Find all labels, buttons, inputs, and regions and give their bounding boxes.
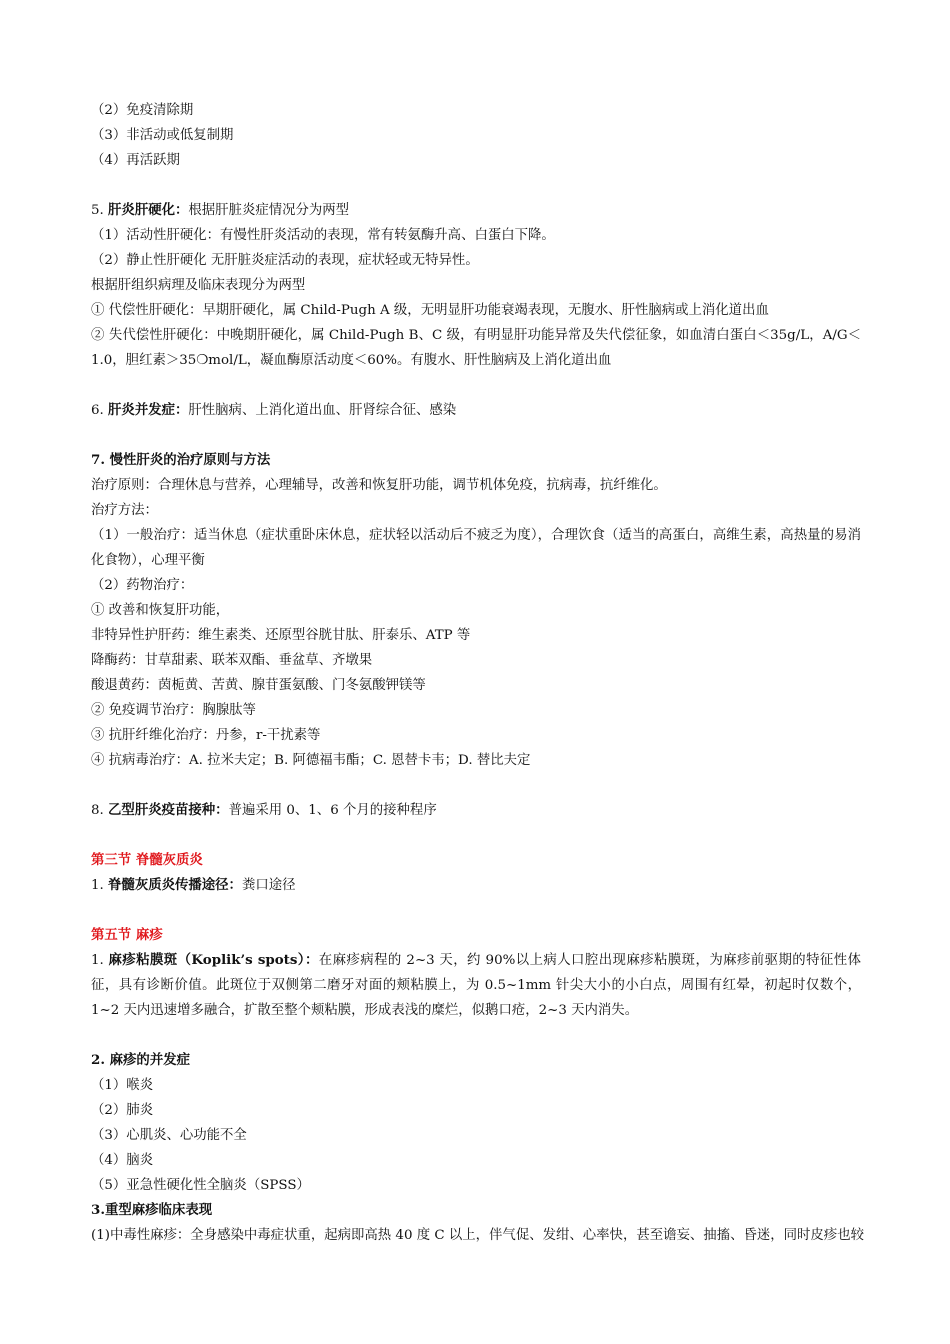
complication-line (91, 398, 861, 423)
spacer (91, 773, 861, 798)
koplik-text: 在麻疹病程的 2~3 天，约 90%以上病人口腔出现麻疹粘膜斑，为麻疹前驱期的特征性体征，具有诊断价值。此斑位于双侧第二磨牙对面的颊粘膜上，为 0.5~1mm 针尖大小的小白点，周围有红晕，初起时仅数个，1~2 天内迅速增多融合，扩散至整个颊粘膜，形成表浅的糜烂，似鹅口疮，2~3 天内消失。 (91, 953, 861, 1018)
hbv-phase-4: （4）再活跃期 (91, 153, 180, 168)
cirrhosis-item: （2）静止性肝硬化 无肝脏炎症活动的表现，症状轻或无特异性。 (91, 253, 479, 268)
treatment-item: ① 改善和恢复肝功能， (91, 603, 230, 618)
measles-complication-item: （2）肺炎 (91, 1103, 154, 1118)
measles-complications-title: 2. 麻疹的并发症 (91, 1052, 190, 1068)
polio-text: 粪口途径 (241, 878, 296, 893)
treatment-item: 非特异性护肝药：维生素类、还原型谷胱甘肽、肝泰乐、ATP 等 (91, 628, 471, 643)
treatment-item: ② 免疫调节治疗：胸腺肽等 (91, 703, 256, 718)
section-heading-measles: 第五节 麻疹 (91, 927, 163, 943)
polio-line (91, 873, 861, 898)
koplik-paragraph (91, 948, 861, 1023)
complication-text: 肝性脑病、上消化道出血、肝肾综合征、感染 (188, 403, 457, 418)
treatment-item: 酸退黄药：茵栀黄、苦黄、腺苷蛋氨酸、门冬氨酸钾镁等 (91, 678, 426, 693)
spacer (91, 423, 861, 448)
measles-complication-item: （3）心肌炎、心功能不全 (91, 1128, 247, 1143)
treatment-item: （1）一般治疗：适当休息（症状重卧床休息，症状轻以活动后不疲乏为度），合理饮食（适当的高蛋白，高维生素，高热量的易消化食物），心理平衡 (91, 528, 861, 568)
complication-title: 肝炎并发症： (108, 402, 189, 418)
vaccine-line (91, 798, 861, 823)
spacer (91, 173, 861, 198)
cirrhosis-num: 5. (91, 203, 109, 218)
severe-measles-title: 3.重型麻疹临床表现 (91, 1202, 213, 1218)
cirrhosis-item: （1）活动性肝硬化：有慢性肝炎活动的表现，常有转氨酶升高、白蛋白下降。 (91, 228, 555, 243)
vaccine-title: 乙型肝炎疫苗接种： (108, 802, 229, 818)
hbv-phase-3: （3）非活动或低复制期 (91, 128, 234, 143)
section-heading-polio: 第三节 脊髓灰质炎 (91, 852, 203, 868)
treatment-item: 治疗原则：合理休息与营养，心理辅导，改善和恢复肝功能，调节机体免疫，抗病毒，抗纤维化。 (91, 478, 667, 493)
treatment-item: ③ 抗肝纤维化治疗：丹参，r-干扰素等 (91, 728, 321, 743)
measles-complication-item: （1）喉炎 (91, 1078, 154, 1093)
hbv-phase-2: （2）免疫清除期 (91, 103, 194, 118)
koplik-num: 1. (91, 953, 109, 968)
treatment-item: （2）药物治疗： (91, 578, 194, 593)
polio-title: 脊髓灰质炎传播途径： (108, 877, 242, 893)
spacer (91, 1023, 861, 1048)
cirrhosis-item: 根据肝组织病理及临床表现分为两型 (91, 278, 306, 293)
measles-complication-item: （4）脑炎 (91, 1153, 154, 1168)
spacer (91, 373, 861, 398)
cirrhosis-title: 肝炎肝硬化： (108, 202, 189, 218)
cirrhosis-item: ② 失代偿性肝硬化：中晚期肝硬化，属 Child-Pugh B、C 级，有明显肝功能异常及失代偿征象，如血清白蛋白＜35g/L，A/G＜1.0，胆红素＞35❍mol/L，凝血酶原活动度＜60%。有腹水、肝性脑病及上消化道出血 (91, 328, 861, 368)
treatment-item: 降酶药：甘草甜素、联苯双酯、垂盆草、齐墩果 (91, 653, 373, 668)
koplik-title: 麻疹粘膜斑（Koplik’s spots）： (108, 952, 319, 968)
spacer (91, 898, 861, 923)
cirrhosis-heading (91, 198, 861, 223)
severe-measles-text: (1)中毒性麻疹：全身感染中毒症状重，起病即高热 40 度 C 以上，伴气促、发绀、心率快，甚至谵妄、抽搐、昏迷，同时皮疹也较 (91, 1228, 864, 1243)
spacer (91, 823, 861, 848)
polio-num: 1. (91, 878, 109, 893)
treatment-title: 7. 慢性肝炎的治疗原则与方法 (91, 452, 271, 468)
vaccine-text: 普遍采用 0、1、6 个月的接种程序 (228, 803, 437, 818)
cirrhosis-item: ① 代偿性肝硬化：早期肝硬化，属 Child-Pugh A 级，无明显肝功能衰竭表现，无腹水、肝性脑病或上消化道出血 (91, 303, 769, 318)
treatment-item: 治疗方法： (91, 503, 158, 518)
treatment-item: ④ 抗病毒治疗：A. 拉米夫定；B. 阿德福韦酯；C. 恩替卡韦；D. 替比夫定 (91, 753, 531, 768)
document-page (91, 98, 864, 1248)
cirrhosis-text: 根据肝脏炎症情况分为两型 (188, 203, 350, 218)
complication-num: 6. (91, 403, 109, 418)
vaccine-num: 8. (91, 803, 109, 818)
measles-complication-item: （5）亚急性硬化性全脑炎（SPSS） (91, 1178, 310, 1193)
